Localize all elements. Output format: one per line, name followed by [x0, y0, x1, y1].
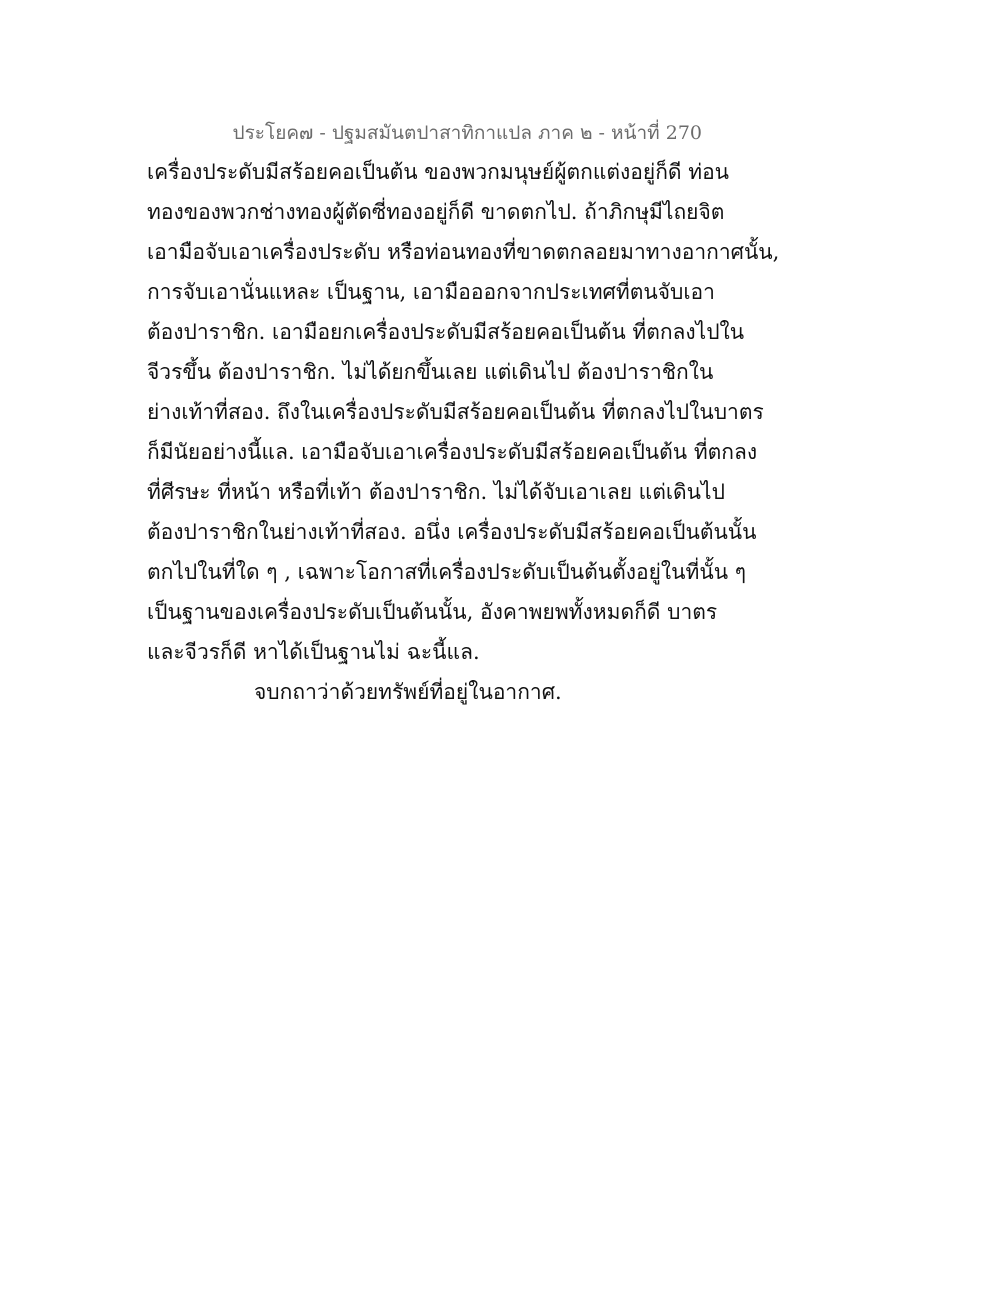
body-line-1: เครื่องประดับมีสร้อยคอเป็นต้น ของพวกมนุษย์ผู้ตกแต่งอยู่ก็ดี ท่อน — [147, 160, 730, 184]
body-line-10: ต้องปาราชิกในย่างเท้าที่สอง. อนึ่ง เครื่องประดับมีสร้อยคอเป็นต้นนั้น — [147, 520, 757, 544]
body-line-4: การจับเอานั่นแหละ เป็นฐาน, เอามือออกจากประเทศที่ตนจับเอา — [147, 280, 715, 304]
body-line-6: จีวรขึ้น ต้องปาราชิก. ไม่ได้ยกขึ้นเลย แต่เดินไป ต้องปาราชิกใน — [147, 360, 714, 384]
page-header: ประโยค๗ - ปฐมสมันตปาสาทิกาแปล ภาค ๒ - หน้าที่ 270 — [232, 122, 702, 144]
body-line-12: เป็นฐานของเครื่องประดับเป็นต้นนั้น, อังคาพยพทั้งหมดก็ดี บาตร — [147, 600, 718, 624]
body-line-3: เอามือจับเอาเครื่องประดับ หรือท่อนทองที่ขาดตกลอยมาทางอากาศนั้น, — [147, 240, 780, 264]
body-line-13: และจีวรก็ดี หาได้เป็นฐานไม่ ฉะนี้แล. — [147, 640, 480, 664]
body-line-11: ตกไปในที่ใด ๆ , เฉพาะโอกาสที่เครื่องประดับเป็นต้นตั้งอยู่ในที่นั้น ๆ — [147, 560, 747, 584]
body-line-2: ทองของพวกช่างทองผู้ตัดซี่ทองอยู่ก็ดี ขาดตกไป. ถ้าภิกษุมีไถยจิต — [147, 200, 725, 224]
closing-line: จบกถาว่าด้วยทรัพย์ที่อยู่ในอากาศ. — [254, 680, 562, 704]
body-line-9: ที่ศีรษะ ที่หน้า หรือที่เท้า ต้องปาราชิก. ไม่ได้จับเอาเลย แต่เดินไป — [147, 480, 725, 504]
body-text — [147, 152, 780, 712]
body-line-7: ย่างเท้าที่สอง. ถึงในเครื่องประดับมีสร้อยคอเป็นต้น ที่ตกลงไปในบาตร — [147, 400, 764, 424]
body-line-8: ก็มีนัยอย่างนี้แล. เอามือจับเอาเครื่องประดับมีสร้อยคอเป็นต้น ที่ตกลง — [147, 440, 758, 464]
body-line-5: ต้องปาราชิก. เอามือยกเครื่องประดับมีสร้อยคอเป็นต้น ที่ตกลงไปใน — [147, 320, 745, 344]
